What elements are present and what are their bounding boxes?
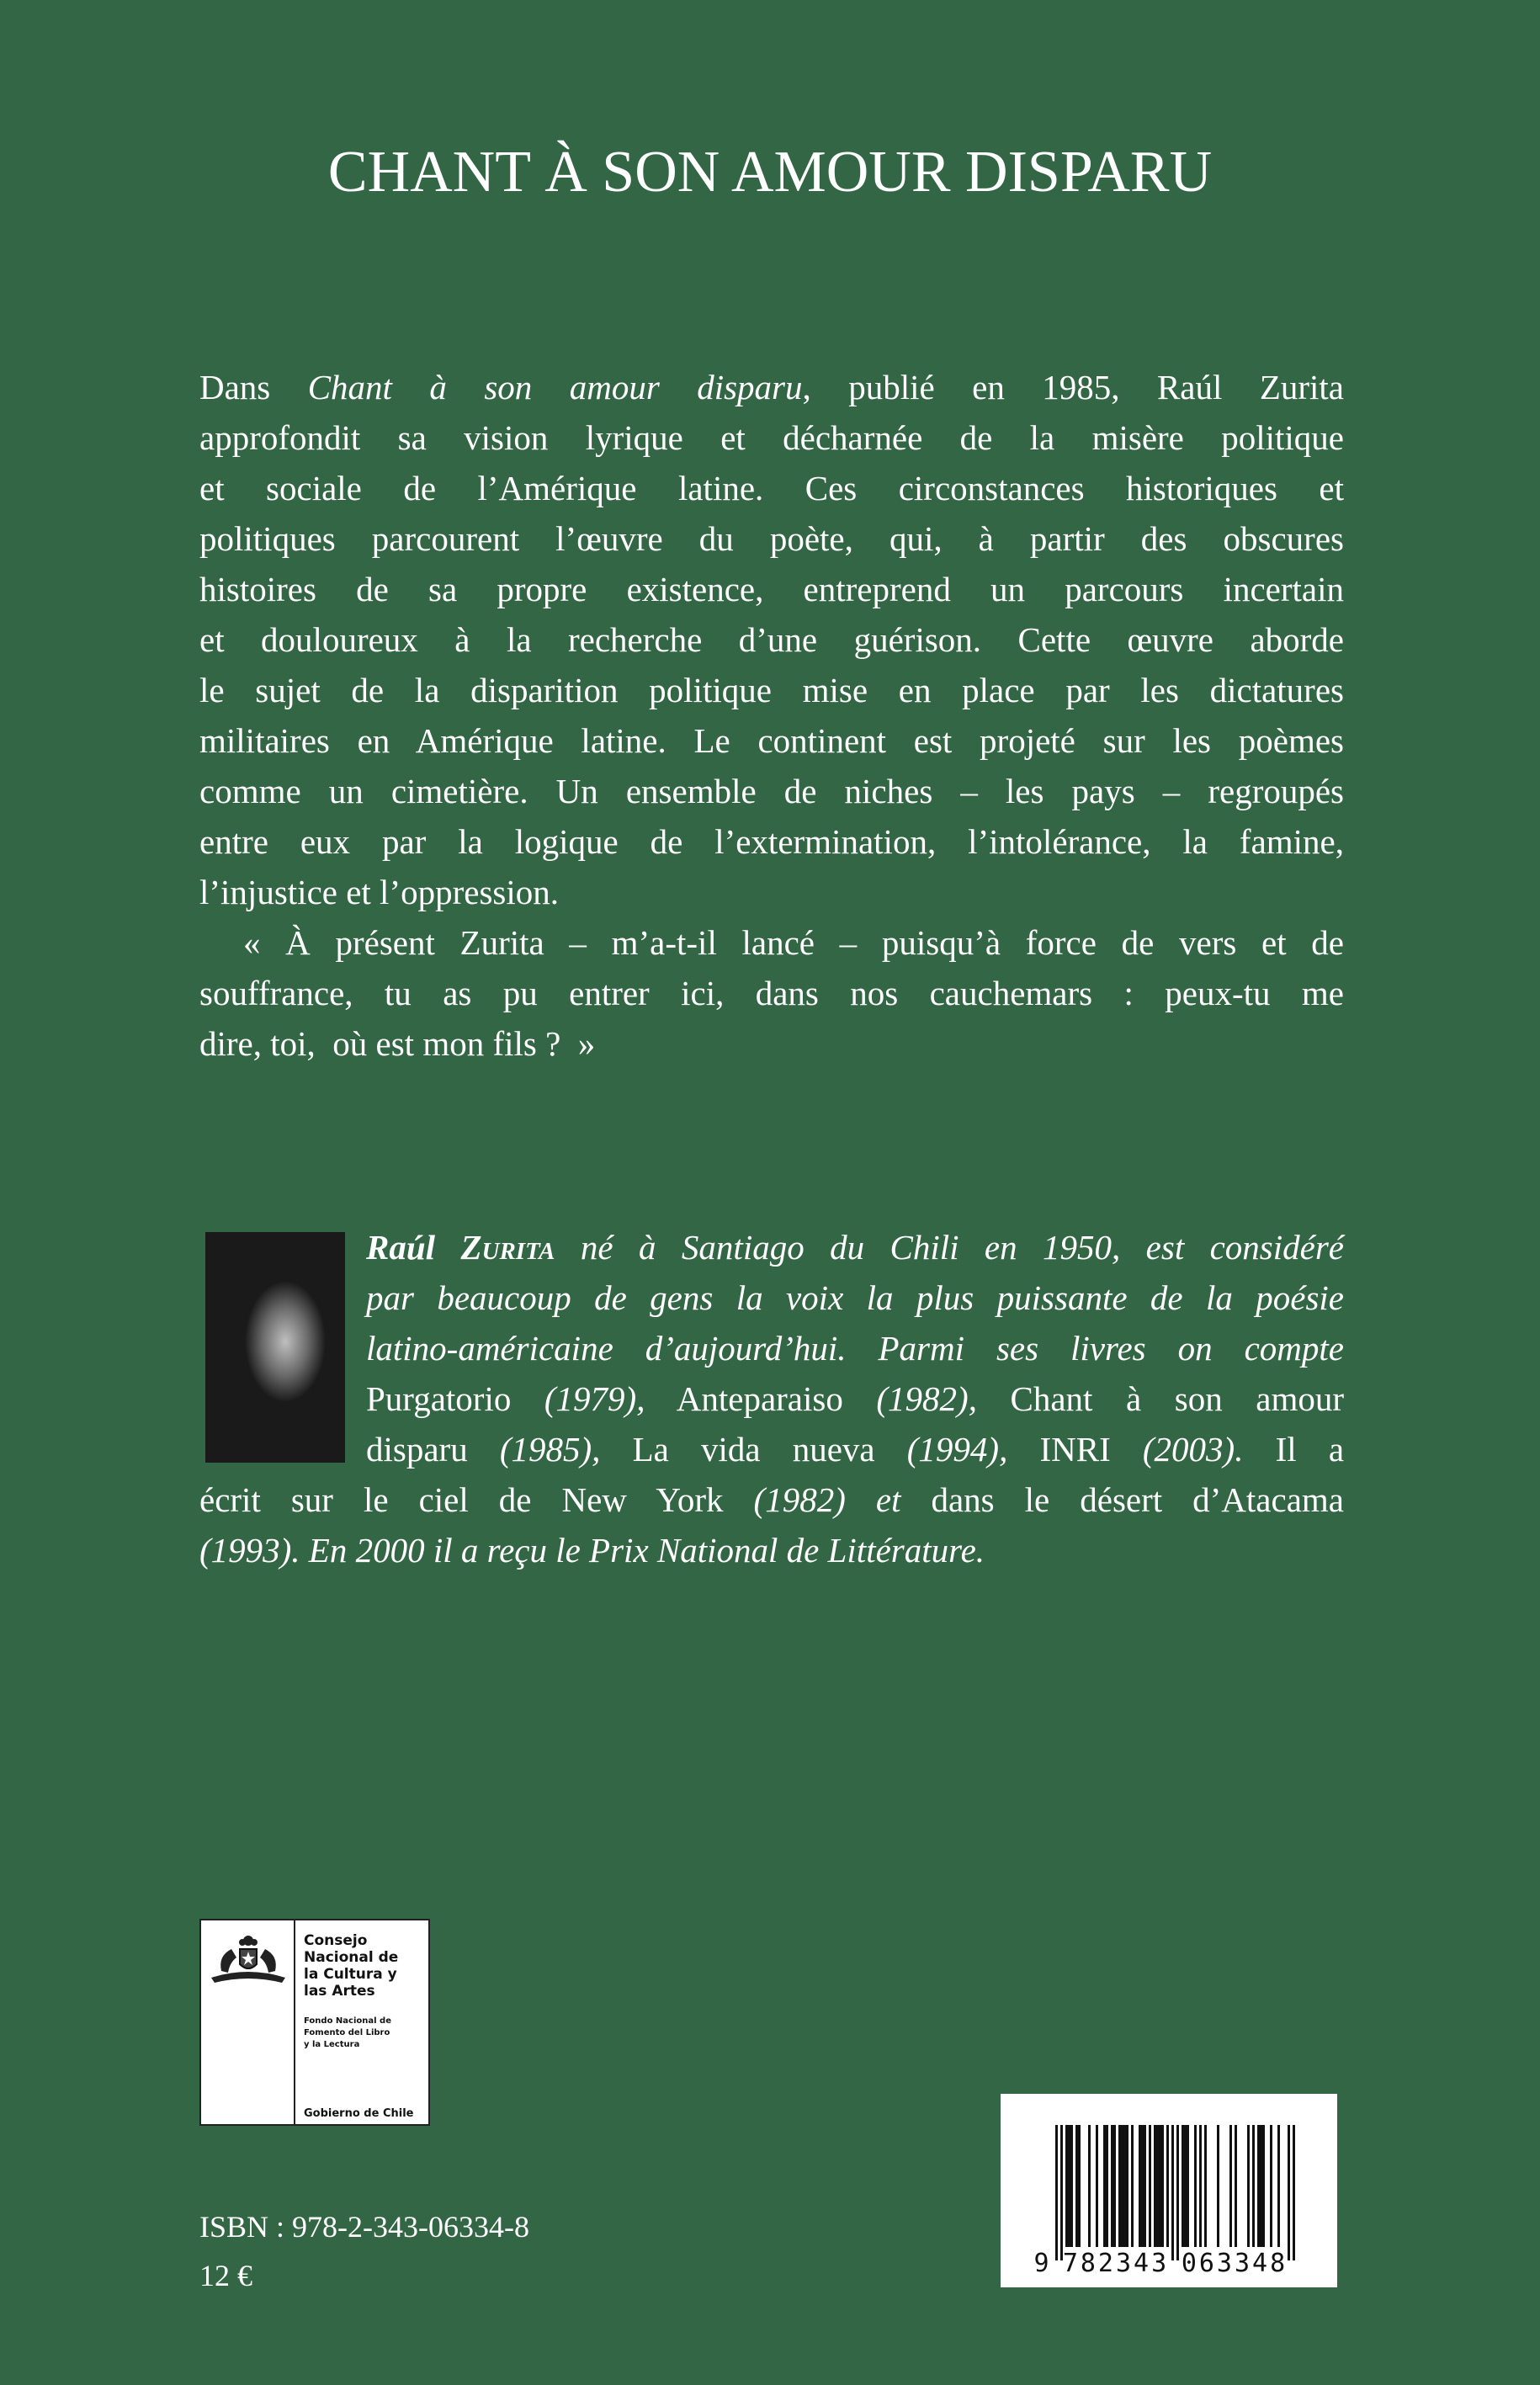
logo-text: Consejo [304, 1932, 368, 1949]
barcode-bar [1106, 2125, 1108, 2247]
barcode-bar [1068, 2125, 1070, 2247]
isbn-text: ISBN : 978-2-343-06334-8 [199, 2210, 529, 2244]
text-segment: (1985), [499, 1430, 601, 1469]
text-line [199, 968, 1344, 1018]
text-line [199, 463, 1344, 513]
barcode-bar [1262, 2125, 1265, 2247]
text-segment: « À présent Zurita – m’a-t-il lancé – puisqu’à force de vers et de [243, 923, 1344, 962]
text-line [199, 867, 1344, 917]
text-line [199, 816, 1344, 867]
barcode-bar [1088, 2125, 1091, 2247]
logo-text: Fomento del Libro [304, 2028, 390, 2037]
barcode-bar [1257, 2125, 1260, 2247]
text-line [199, 412, 1344, 463]
barcode-bar [1144, 2125, 1146, 2247]
barcode-bar [1111, 2125, 1113, 2247]
barcode-bar [1156, 2125, 1159, 2247]
barcode-bar [1113, 2125, 1116, 2247]
text-segment: comme un cimetière. Un ensemble de niches – les pays – regroupés [199, 772, 1344, 810]
text-segment: écrit sur le ciel de New York [199, 1480, 754, 1519]
text-line [199, 564, 1344, 614]
barcode-bar [1247, 2125, 1250, 2247]
barcode-bar [1171, 2125, 1174, 2260]
barcode-bar [1096, 2125, 1098, 2247]
barcode-bar [1166, 2125, 1169, 2247]
text-segment: Anteparaiso [645, 1379, 877, 1418]
text-segment: (1993). En 2000 il a reçu le Prix National de Littérature. [199, 1531, 985, 1570]
text-line [199, 1474, 1344, 1525]
text-line [199, 665, 1344, 715]
barcode-bar [1176, 2125, 1179, 2260]
barcode-bar [1065, 2125, 1068, 2247]
barcode-bar [1229, 2125, 1232, 2247]
author-bio [199, 1222, 1344, 1575]
barcode-bar [1103, 2125, 1106, 2247]
barcode-bar [1075, 2125, 1078, 2247]
text-segment: dans le désert d’Atacama [900, 1480, 1344, 1519]
barcode-bar [1270, 2125, 1272, 2247]
text-segment: Dans [199, 368, 308, 406]
barcode-bar [1118, 2125, 1121, 2247]
text-line [199, 715, 1344, 766]
barcode-bar [1078, 2125, 1081, 2247]
barcode-bar [1288, 2125, 1290, 2260]
text-segment: Il a [1243, 1430, 1345, 1469]
text-segment: par beaucoup de gens la voix la plus puissante de la poésie [366, 1278, 1344, 1317]
barcode-bar [1293, 2125, 1295, 2260]
text-segment: (2003). [1142, 1430, 1244, 1469]
barcode-digits: 063348 [1181, 2249, 1288, 2278]
book-title: CHANT À SON AMOUR DISPARU [327, 140, 1213, 205]
barcode-bar [1055, 2125, 1058, 2260]
logo-text: y la Lectura [304, 2040, 360, 2049]
text-segment: La vida nueva [600, 1430, 907, 1469]
text-line [366, 1272, 1344, 1323]
text-segment: l’injustice et l’oppression. [199, 873, 559, 911]
text-segment: (1982), [876, 1379, 977, 1418]
barcode-bar [1139, 2125, 1141, 2247]
text-line [199, 766, 1344, 816]
logo-text: Nacional de [304, 1949, 399, 1966]
text-segment: disparu [366, 1430, 500, 1469]
text-segment: Chant à son amour [976, 1379, 1344, 1418]
barcode-bar [1204, 2125, 1207, 2247]
barcode-digits: 782343 [1062, 2249, 1170, 2278]
barcode-bar [1131, 2125, 1134, 2247]
text-segment: Raúl [366, 1228, 461, 1267]
logo-text: la Cultura y [304, 1966, 397, 1983]
text-line [366, 1222, 1344, 1272]
text-line [366, 1424, 1344, 1474]
text-segment: politiques parcourent l’œuvre du poète, qui, à partir des obscures [199, 519, 1344, 558]
text-segment: né à Santiago du Chili en 1950, est considéré [555, 1228, 1345, 1267]
text-segment: latino-américaine d’aujourd’hui. Parmi ses livres on compte [366, 1329, 1344, 1368]
barcode-bar [1149, 2125, 1151, 2247]
barcode-bar [1217, 2125, 1219, 2247]
text-line [199, 1525, 1344, 1575]
coat-of-arms-icon [208, 1931, 289, 1989]
text-segment: histoires de sa propre existence, entreprend un parcours incertain [199, 570, 1344, 608]
logo-organization-name [304, 1932, 398, 2000]
text-segment: militaires en Amérique latine. Le continent est projeté sur les poèmes [199, 721, 1344, 760]
barcode-bar [1070, 2125, 1073, 2247]
text-line [366, 1323, 1344, 1373]
logo-government: Gobierno de Chile [304, 2107, 414, 2120]
barcode-bar [1154, 2125, 1156, 2247]
barcode-bar [1159, 2125, 1161, 2247]
description-paragraph [199, 362, 1344, 1069]
barcode-bar [1141, 2125, 1144, 2247]
logo-fund-name [304, 2016, 391, 2051]
text-line [199, 614, 1344, 665]
text-segment: , publié en 1985, Raúl Zurita [802, 368, 1344, 406]
logo-text: Fondo Nacional de [304, 2016, 391, 2026]
publisher-logo-consejo [199, 1919, 430, 2126]
barcode-bar [1126, 2125, 1128, 2247]
isbn-barcode [1001, 2094, 1337, 2287]
barcode-bar [1199, 2125, 1202, 2247]
barcode-bar [1277, 2125, 1280, 2247]
text-segment: entre eux par la logique de l’extermination, l’intolérance, la famine, [199, 822, 1344, 861]
barcode-bar [1060, 2125, 1063, 2260]
barcode-bar [1187, 2125, 1189, 2247]
barcode-bar [1194, 2125, 1197, 2247]
barcode-bar [1260, 2125, 1262, 2247]
barcode-bar [1235, 2125, 1237, 2247]
text-line [366, 1373, 1344, 1424]
text-line [199, 513, 1344, 564]
text-segment: et douloureux à la recherche d’une guérison. Cette œuvre aborde [199, 620, 1344, 659]
barcode-bar [1123, 2125, 1126, 2247]
price-text: 12 € [199, 2259, 252, 2292]
text-segment: Zurita [460, 1228, 555, 1267]
barcode-bars [1001, 2094, 1337, 2287]
barcode-bar [1182, 2125, 1184, 2247]
text-segment: (1982) et [753, 1480, 901, 1519]
text-segment: (1994), [906, 1430, 1008, 1469]
logo-text: las Artes [304, 1983, 375, 2000]
text-line [199, 917, 1344, 968]
text-segment: approfondit sa vision lyrique et décharnée de la misère politique [199, 418, 1344, 457]
barcode-bar [1184, 2125, 1187, 2247]
text-segment: le sujet de la disparition politique mise en place par les dictatures [199, 671, 1344, 709]
text-segment: souffrance, tu as pu entrer ici, dans nos cauchemars : peux-tu me [199, 974, 1344, 1012]
text-segment: (1979), [544, 1379, 645, 1418]
barcode-bar [1161, 2125, 1164, 2247]
barcode-bar [1121, 2125, 1123, 2247]
text-segment: INRI [1007, 1430, 1143, 1469]
text-segment: dire, toi, où est mon fils ? » [199, 1024, 596, 1063]
text-segment: Chant à son amour disparu [307, 368, 803, 406]
text-line [199, 1018, 1344, 1069]
barcode-bar [1252, 2125, 1255, 2247]
text-segment: et sociale de l’Amérique latine. Ces circonstances historiques et [199, 469, 1344, 507]
text-segment: Purgatorio [366, 1379, 544, 1418]
logo-divider [294, 1920, 295, 2124]
barcode-digits: 9 [1033, 2249, 1052, 2278]
text-line [199, 362, 1344, 412]
